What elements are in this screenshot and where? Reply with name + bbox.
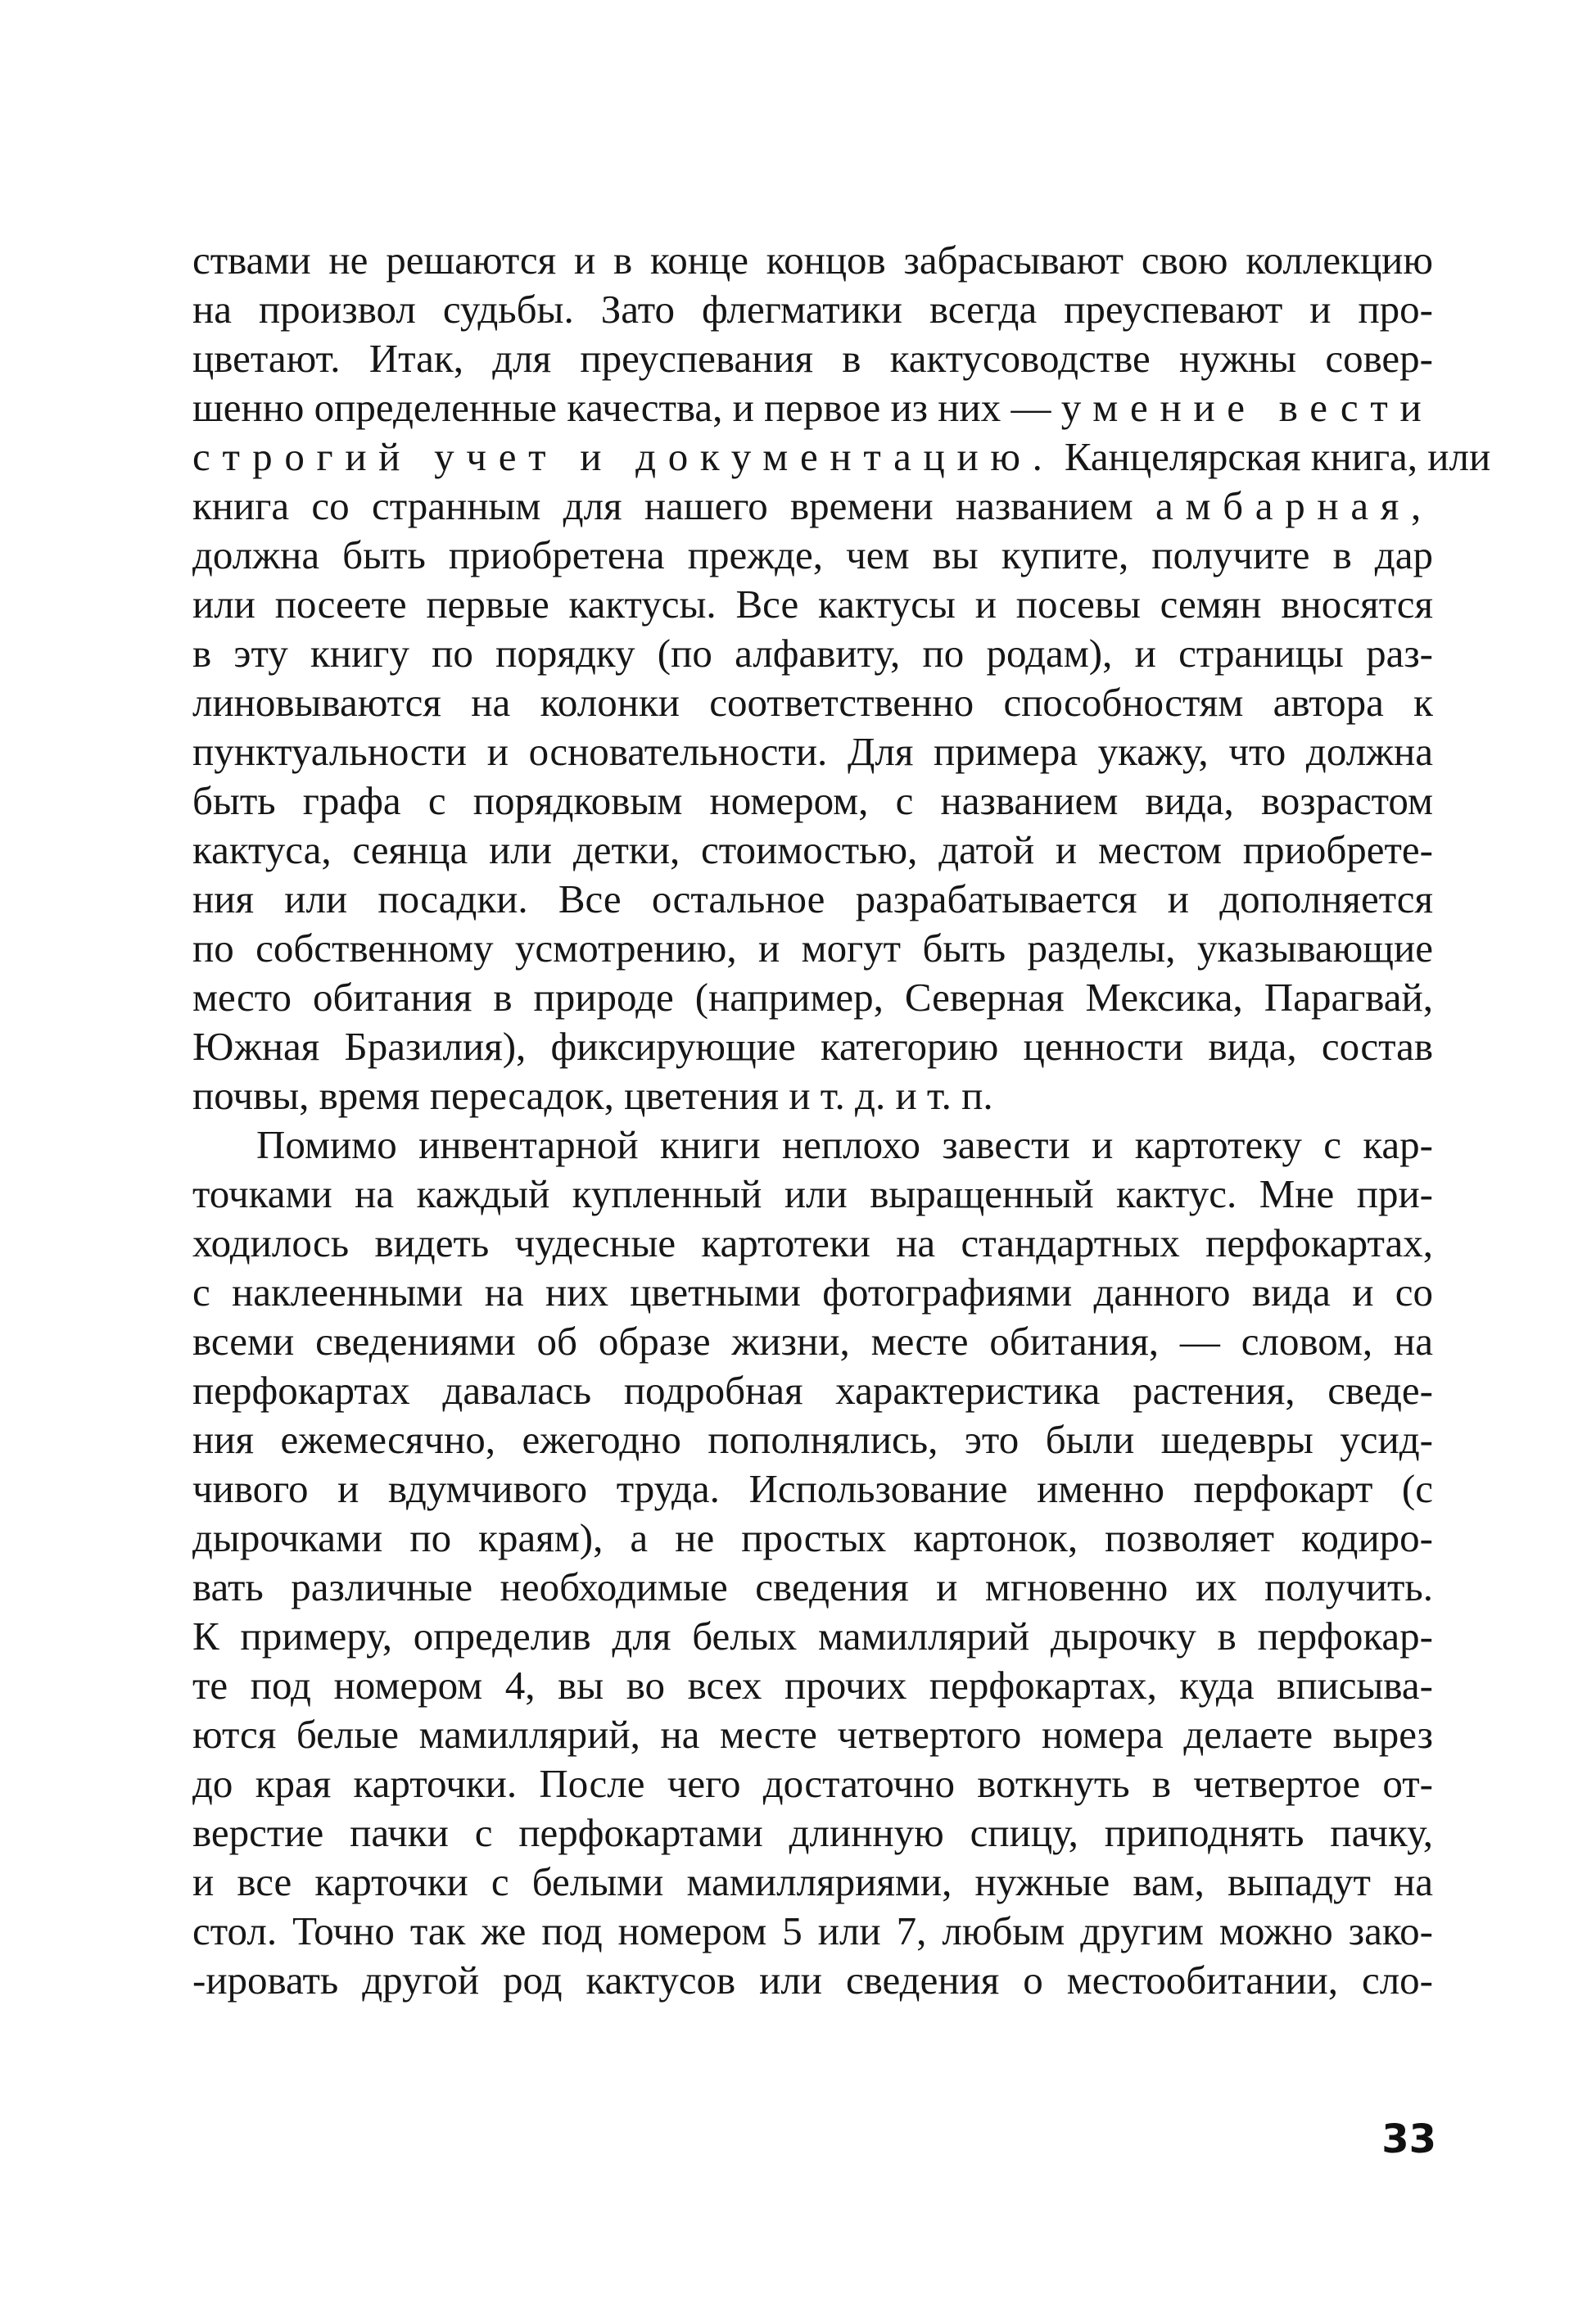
paragraph-2 (192, 1120, 1433, 2005)
text-line: пунктуальности и основательности. Для примера укажу, что должна (192, 729, 1433, 774)
text-line: точками на каждый купленный или выращенный кактус. Мне при- (192, 1171, 1433, 1216)
text-line: дырочками по краям), а не простых картонок, позволяет кодиро- (192, 1515, 1433, 1560)
paragraph-1 (192, 236, 1491, 1120)
text-line: вать различные необходимые сведения и мгновенно их получить. (192, 1564, 1433, 1609)
text-line: всеми сведениями об образе жизни, месте обитания, — словом, на (192, 1319, 1433, 1364)
text-line: линовываются на колонки соответственно способностям автора к (192, 680, 1433, 725)
text-line: в эту книгу по порядку (по алфавиту, по родам), и страницы раз- (192, 631, 1433, 676)
body-text (192, 236, 1491, 2005)
text-line: стол. Точно так же под номером 5 или 7, любым другим можно зако- (192, 1908, 1433, 1953)
spaced-emphasis: умение вести (1060, 385, 1434, 430)
text-line (192, 432, 1491, 482)
text-line: верстие пачки с перфокартами длинную спицу, приподнять пачку, (192, 1810, 1433, 1855)
text-line: ния ежемесячно, ежегодно пополнялись, это были шедевры усид- (192, 1417, 1433, 1462)
text-line: ходилось видеть чудесные картотеки на стандартных перфокартах, (192, 1220, 1433, 1265)
text-line (192, 383, 1433, 432)
text-line: ются белые мамиллярий, на месте четвертого номера делаете вырез (192, 1712, 1433, 1757)
text-line: -ировать другой род кактусов или сведения о местообитании, сло- (192, 1958, 1433, 2003)
text-line: по собственному усмотрению, и могут быть разделы, указывающие (192, 926, 1433, 971)
text-line (192, 482, 1433, 531)
text-line: те под номером 4, вы во всех прочих перфокартах, куда вписыва- (192, 1663, 1433, 1708)
text-line: чивого и вдумчивого труда. Использование именно перфокарт (с (192, 1466, 1433, 1511)
page-number: 33 (1381, 2116, 1436, 2162)
text-line: кактуса, сеянца или детки, стоимостью, датой и местом приобрете- (192, 827, 1433, 872)
text-line: ствами не решаются и в конце концов забрасывают свою коллекцию (192, 238, 1433, 283)
text-line: место обитания в природе (например, Северная Мексика, Парагвай, (192, 975, 1433, 1020)
text-line: ния или посадки. Все остальное разрабатывается и дополняется (192, 876, 1433, 921)
text-line: Южная Бразилия), фиксирующие категорию ценности вида, состав (192, 1024, 1433, 1069)
text-line: на произвол судьбы. Зато флегматики всегда преуспевают и про- (192, 287, 1433, 332)
text-line: должна быть приобретена прежде, чем вы купите, получите в дар (192, 532, 1433, 577)
text-run: Канцелярская книга, или (1054, 434, 1491, 479)
spaced-emphasis: строгий учет и документацию. (192, 434, 1055, 479)
text-line: быть графа с порядковым номером, с названием вида, возрастом (192, 778, 1433, 823)
text-line: Помимо инвентарной книги неплохо завести и картотеку с кар- (256, 1122, 1433, 1167)
text-line: или посеете первые кактусы. Все кактусы и посевы семян вносятся (192, 582, 1433, 627)
text-line: цветают. Итак, для преуспевания в кактусоводстве нужны совер- (192, 336, 1433, 381)
text-line: и все карточки с белыми мамилляриями, нужные вам, выпадут на (192, 1859, 1433, 1904)
text-line: перфокартах давалась подробная характеристика растения, сведе- (192, 1368, 1433, 1413)
text-line: К примеру, определив для белых мамиллярий дырочку в перфокар- (192, 1614, 1433, 1659)
spaced-emphasis: амбарная, (1155, 483, 1433, 528)
text-run: шенно определенные качества, и первое из них — (192, 385, 1061, 430)
text-run: книга со странным для нашего времени названием (192, 483, 1155, 528)
text-line: с наклеенными на них цветными фотографиями данного вида и со (192, 1270, 1433, 1315)
text-line: до края карточки. После чего достаточно воткнуть в четвертое от- (192, 1761, 1433, 1806)
text-line: почвы, время пересадок, цветения и т. д. и т. п. (192, 1073, 993, 1118)
